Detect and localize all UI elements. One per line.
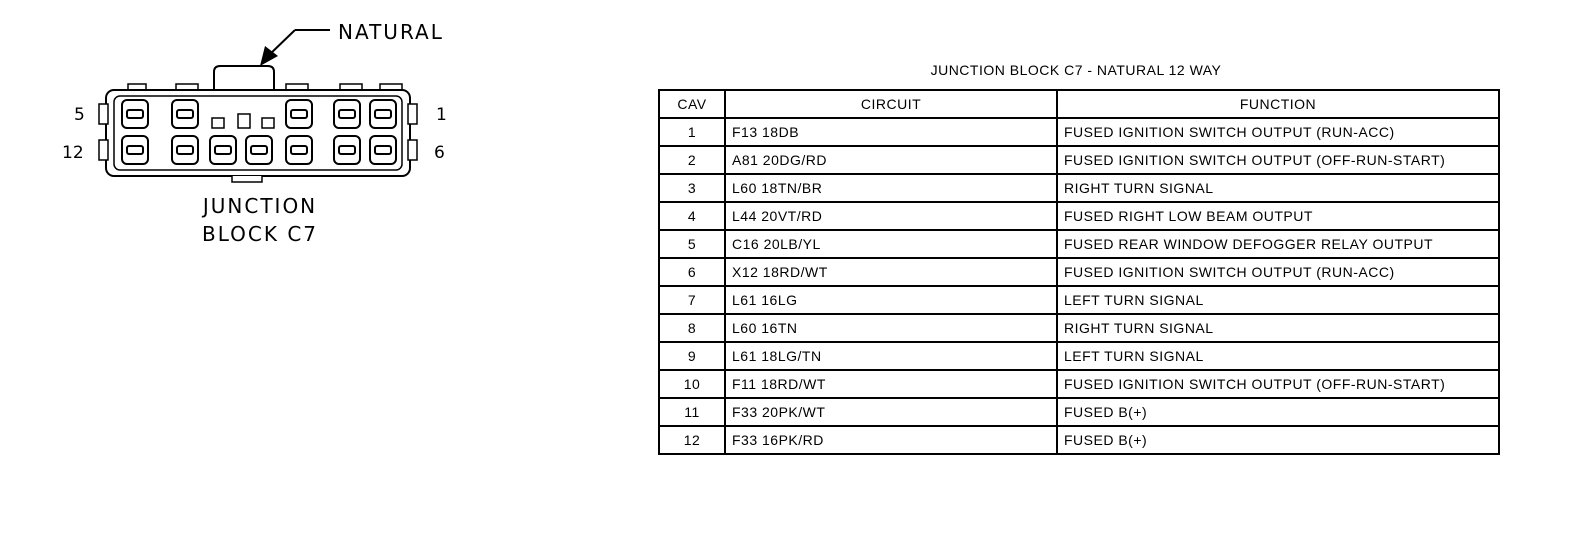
table-row	[659, 230, 1499, 258]
cell-function: FUSED IGNITION SWITCH OUTPUT (OFF-RUN-START)	[1057, 146, 1499, 174]
connector-diagram	[0, 0, 480, 300]
right-ear	[408, 104, 417, 124]
cavity-3	[286, 100, 312, 128]
cell-circuit: L61 18LG/TN	[725, 342, 1057, 370]
cell-cav: 11	[659, 398, 725, 426]
connector-latch	[214, 66, 274, 90]
cell-cav: 3	[659, 174, 725, 202]
natural-color-label: NATURAL	[338, 20, 444, 44]
cell-circuit: X12 18RD/WT	[725, 258, 1057, 286]
cell-function: LEFT TURN SIGNAL	[1057, 342, 1499, 370]
cell-function: FUSED REAR WINDOW DEFOGGER RELAY OUTPUT	[1057, 230, 1499, 258]
pin-number-6: 6	[434, 143, 445, 163]
cell-cav: 2	[659, 146, 725, 174]
cell-circuit: F33 20PK/WT	[725, 398, 1057, 426]
table-row	[659, 258, 1499, 286]
cell-cav: 4	[659, 202, 725, 230]
cell-circuit: F33 16PK/RD	[725, 426, 1057, 454]
cavity-10	[210, 136, 236, 164]
table-row	[659, 314, 1499, 342]
table-row	[659, 174, 1499, 202]
cell-cav: 1	[659, 118, 725, 146]
bottom-key	[232, 176, 262, 182]
cell-cav: 8	[659, 314, 725, 342]
cell-function: FUSED RIGHT LOW BEAM OUTPUT	[1057, 202, 1499, 230]
cell-circuit: F13 18DB	[725, 118, 1057, 146]
cell-cav: 6	[659, 258, 725, 286]
table-title: JUNCTION BLOCK C7 - NATURAL 12 WAY	[930, 62, 1222, 78]
pin-number-1: 1	[436, 105, 447, 125]
pin-number-5: 5	[74, 105, 85, 125]
table-row	[659, 202, 1499, 230]
cavity-table	[658, 89, 1500, 455]
table-row	[659, 286, 1499, 314]
cell-function: LEFT TURN SIGNAL	[1057, 286, 1499, 314]
table-header-row	[659, 90, 1499, 118]
cell-function: FUSED B(+)	[1057, 398, 1499, 426]
cell-circuit: F11 18RD/WT	[725, 370, 1057, 398]
cell-circuit: L44 20VT/RD	[725, 202, 1057, 230]
cell-circuit: C16 20LB/YL	[725, 230, 1057, 258]
header-function: FUNCTION	[1057, 90, 1499, 118]
cell-circuit: L61 16LG	[725, 286, 1057, 314]
cavity-12	[122, 136, 148, 164]
cavity-5	[122, 100, 148, 128]
cavity-8	[286, 136, 312, 164]
cavity-2	[334, 100, 360, 128]
cell-cav: 10	[659, 370, 725, 398]
cavity-9	[246, 136, 272, 164]
cell-function: FUSED IGNITION SWITCH OUTPUT (RUN-ACC)	[1057, 258, 1499, 286]
pin-number-12: 12	[62, 143, 84, 163]
table-row	[659, 398, 1499, 426]
cavity-1	[370, 100, 396, 128]
table-row	[659, 118, 1499, 146]
cell-function: FUSED IGNITION SWITCH OUTPUT (RUN-ACC)	[1057, 118, 1499, 146]
cell-function: FUSED IGNITION SWITCH OUTPUT (OFF-RUN-START)	[1057, 370, 1499, 398]
cell-function: FUSED B(+)	[1057, 426, 1499, 454]
cavity-6	[370, 136, 396, 164]
right-ear-lower	[408, 140, 417, 160]
table-row	[659, 370, 1499, 398]
cell-cav: 7	[659, 286, 725, 314]
cavity-7	[334, 136, 360, 164]
cell-cav: 5	[659, 230, 725, 258]
cell-function: RIGHT TURN SIGNAL	[1057, 314, 1499, 342]
table-row	[659, 342, 1499, 370]
cell-cav: 9	[659, 342, 725, 370]
left-ear-lower	[99, 140, 108, 160]
cell-circuit: A81 20DG/RD	[725, 146, 1057, 174]
header-circuit: CIRCUIT	[725, 90, 1057, 118]
cavity-4	[172, 100, 198, 128]
cell-circuit: L60 18TN/BR	[725, 174, 1057, 202]
natural-pointer	[268, 30, 330, 56]
cavity-11	[172, 136, 198, 164]
table-row	[659, 146, 1499, 174]
cell-cav: 12	[659, 426, 725, 454]
cell-circuit: L60 16TN	[725, 314, 1057, 342]
connector-name-line2: BLOCK C7	[201, 222, 319, 246]
connector-name-line1: JUNCTION	[202, 194, 318, 218]
cell-function: RIGHT TURN SIGNAL	[1057, 174, 1499, 202]
left-ear	[99, 104, 108, 124]
table-row	[659, 426, 1499, 454]
connector-name	[130, 192, 390, 248]
header-cav: CAV	[659, 90, 725, 118]
